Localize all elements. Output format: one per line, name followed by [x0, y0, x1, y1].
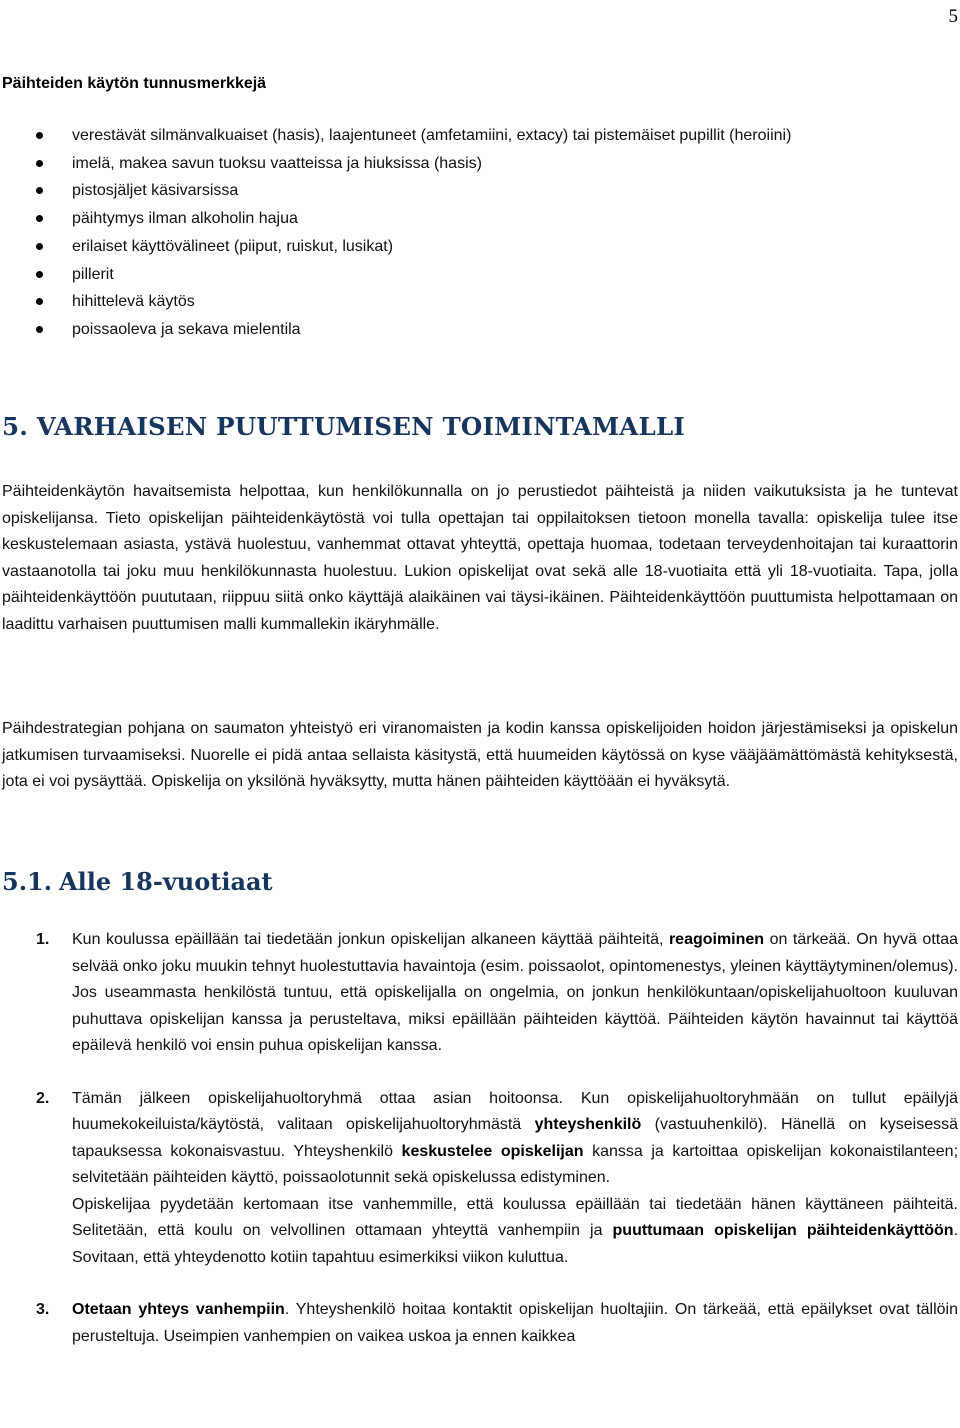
list-item: [0, 233, 960, 261]
page-number: 5: [948, 6, 958, 27]
list-item-text: hihittelevä käytös: [72, 293, 195, 311]
bullet-icon: [36, 243, 43, 250]
bullet-icon: [36, 326, 43, 333]
text-run: . Yhteyshenkilö hoitaa kontaktit opiskelijan huoltajiin. On tärkeää, että epäilykset ovat tällöin perusteltuja. Useimpien vanhempien on vaikea uskoa ja ennen kaikkea: [72, 1301, 959, 1345]
text-run: Opiskelijaa pyydetään kertomaan itse vanhemmille, että koulussa epäillään tai tiedetään hänen käyttäneen päihteitä. Selitetään, että koulu on velvollinen ottamaan yhteyttä vanhempiin ja: [72, 1195, 958, 1239]
strategy-paragraph: Päihdestrategian pohjana on saumaton yhteistyö eri viranomaisten ja kodin kanssa opiskelijoiden hoidon järjestämiseksi ja opiskelun jatkumisen turvaamiseksi. Nuorelle ei pidä antaa sellaista käsitystä, että huumeiden käytössä on kyse vääjäämättömästä kehityksestä, jota ei voi pysäyttää. Opiskelija on yksilönä hyväksytty, mutta hänen päihteiden käyttöään ei hyväksytä.: [2, 720, 958, 790]
bullet-icon: [36, 298, 43, 305]
step-text: [72, 1086, 958, 1192]
bullet-icon: [36, 271, 43, 278]
text-run: Tämän jälkeen opiskelijahuoltoryhmä ottaa asian hoitoonsa. Kun opiskelijahuoltoryhmään on tullut epäilyjä huumekokeiluista/käytöstä, valitaan opiskelijahuoltoryhmästä: [72, 1089, 958, 1133]
emphasis-text: yhteyshenkilö: [534, 1116, 642, 1133]
text-run: Kun koulussa epäillään tai tiedetään jonkun opiskelijan alkaneen käyttää päihteitä,: [72, 931, 669, 948]
bullet-icon: [36, 160, 43, 167]
list-item-text: poissaoleva ja sekava mielentila: [72, 320, 301, 338]
bullet-icon: [36, 187, 43, 194]
list-item-text: pistosjäljet käsivarsissa: [72, 182, 239, 200]
bullet-icon: [36, 132, 43, 139]
emphasis-text: Otetaan yhteys vanhempiin: [72, 1301, 285, 1318]
list-item-text: imelä, makea savun tuoksu vaatteissa ja hiuksissa (hasis): [72, 154, 482, 172]
step-text: [72, 1297, 958, 1350]
step-item: [0, 1086, 960, 1272]
list-item: [0, 205, 960, 233]
step-number: 1.: [36, 931, 50, 948]
list-item-text: verestävät silmänvalkuaiset (hasis), laajentuneet (amfetamiini, extacy) tai pistemäiset pupillit (heroiini): [72, 127, 792, 144]
list-item: [0, 150, 960, 178]
text-run: on tärkeää. On hyvä ottaa selvää onko joku muukin tehnyt huolestuttavia havaintoja (esim. poissaolot, opintomenestys, yleinen käyttäytyminen/olemus). Jos useammasta henkilöstä tuntuu, että opiskelijalla on ongelmia, on jonkun henkilökuntaan/opiskelijahuoltoon kuuluvan puhuttava opiskelijan kanssa ja perusteltava, miksi epäillään päihteiden käyttöä. Päihteiden käytön havainnut tai käyttöä epäilevä henkilö voi ensin puhua opiskelijan kanssa.: [72, 931, 959, 1054]
subsection-heading: [2, 867, 273, 896]
intro-paragraph: Päihteidenkäytön havaitsemista helpottaa, kun henkilökunnalla on jo perustiedot päihteistä ja niiden vaikutuksista ja he tuntevat opiskelijansa. Tieto opiskelijan päihteidenkäytöstä voi tulla opettajan tai oppilaitoksen tietoon monella tavalla: opiskelija tulee itse keskustelemaan asiasta, ystävä huolestuu, vanhemmat ottavat yhteyttä, opettaja huomaa, todetaan terveydenhoitajan tai kuraattorin vastaanotolla tai joku muu henkilökunnasta huolestuu. Lukion opiskelijat ovat sekä alle 18-vuotiaita että yli 18-vuotiaita. Tapa, jolla päihteidenkäyttöön puututaan, riippuu siitä onko käyttäjä alaikäinen vai täysi-ikäinen. Päihteidenkäyttöön puuttumista helpottamaan on laadittu varhaisen puuttumisen malli kummallekin ikäryhmälle.: [2, 483, 958, 633]
step-text: [72, 927, 958, 1060]
emphasis-text: keskustelee opiskelijan: [401, 1142, 584, 1160]
list-item: [0, 177, 960, 205]
list-item-text: päihtymys ilman alkoholin hajua: [72, 210, 298, 228]
procedure-steps: [0, 927, 960, 1350]
step-text: [72, 1192, 958, 1272]
text-run: (vastuuhenkilö). Hänellä on kyseisessä tapauksessa kokonaisvastuu. Yhteyshenkilö: [72, 1116, 958, 1160]
symptom-list: [0, 122, 960, 344]
subsection-title: Alle 18-vuotiaat: [59, 867, 273, 896]
list-item: [0, 122, 960, 150]
list-item-text: pillerit: [72, 265, 114, 283]
subsection-number: 5.1.: [2, 867, 53, 896]
list-item: [0, 288, 960, 316]
emphasis-text: reagoiminen: [668, 931, 765, 948]
emphasis-text: puuttumaan opiskelijan päihteidenkäyttöön: [612, 1222, 954, 1239]
step-item: [0, 1297, 960, 1350]
list-item: [0, 316, 960, 344]
step-number: 3.: [36, 1301, 50, 1318]
text-run: . Sovitaan, että yhteydenotto kotiin tapahtuu esimerkiksi viikon kuluttua.: [72, 1222, 959, 1266]
chapter-heading: 5. VARHAISEN PUUTTUMISEN TOIMINTAMALLI: [2, 412, 686, 441]
bullet-icon: [36, 215, 43, 222]
step-item: [0, 927, 960, 1060]
list-item: [0, 261, 960, 289]
list-item-text: erilaiset käyttövälineet (piiput, ruiskut, lusikat): [72, 237, 394, 255]
text-run: kanssa ja kartoittaa opiskelijan kokonaistilanteen; selvitetään päihteiden käyttö, poissaolotunnit sekä opiskelussa edistyminen.: [72, 1142, 959, 1186]
lead-heading: Päihteiden käytön tunnusmerkkejä: [2, 75, 267, 92]
step-number: 2.: [36, 1089, 50, 1107]
